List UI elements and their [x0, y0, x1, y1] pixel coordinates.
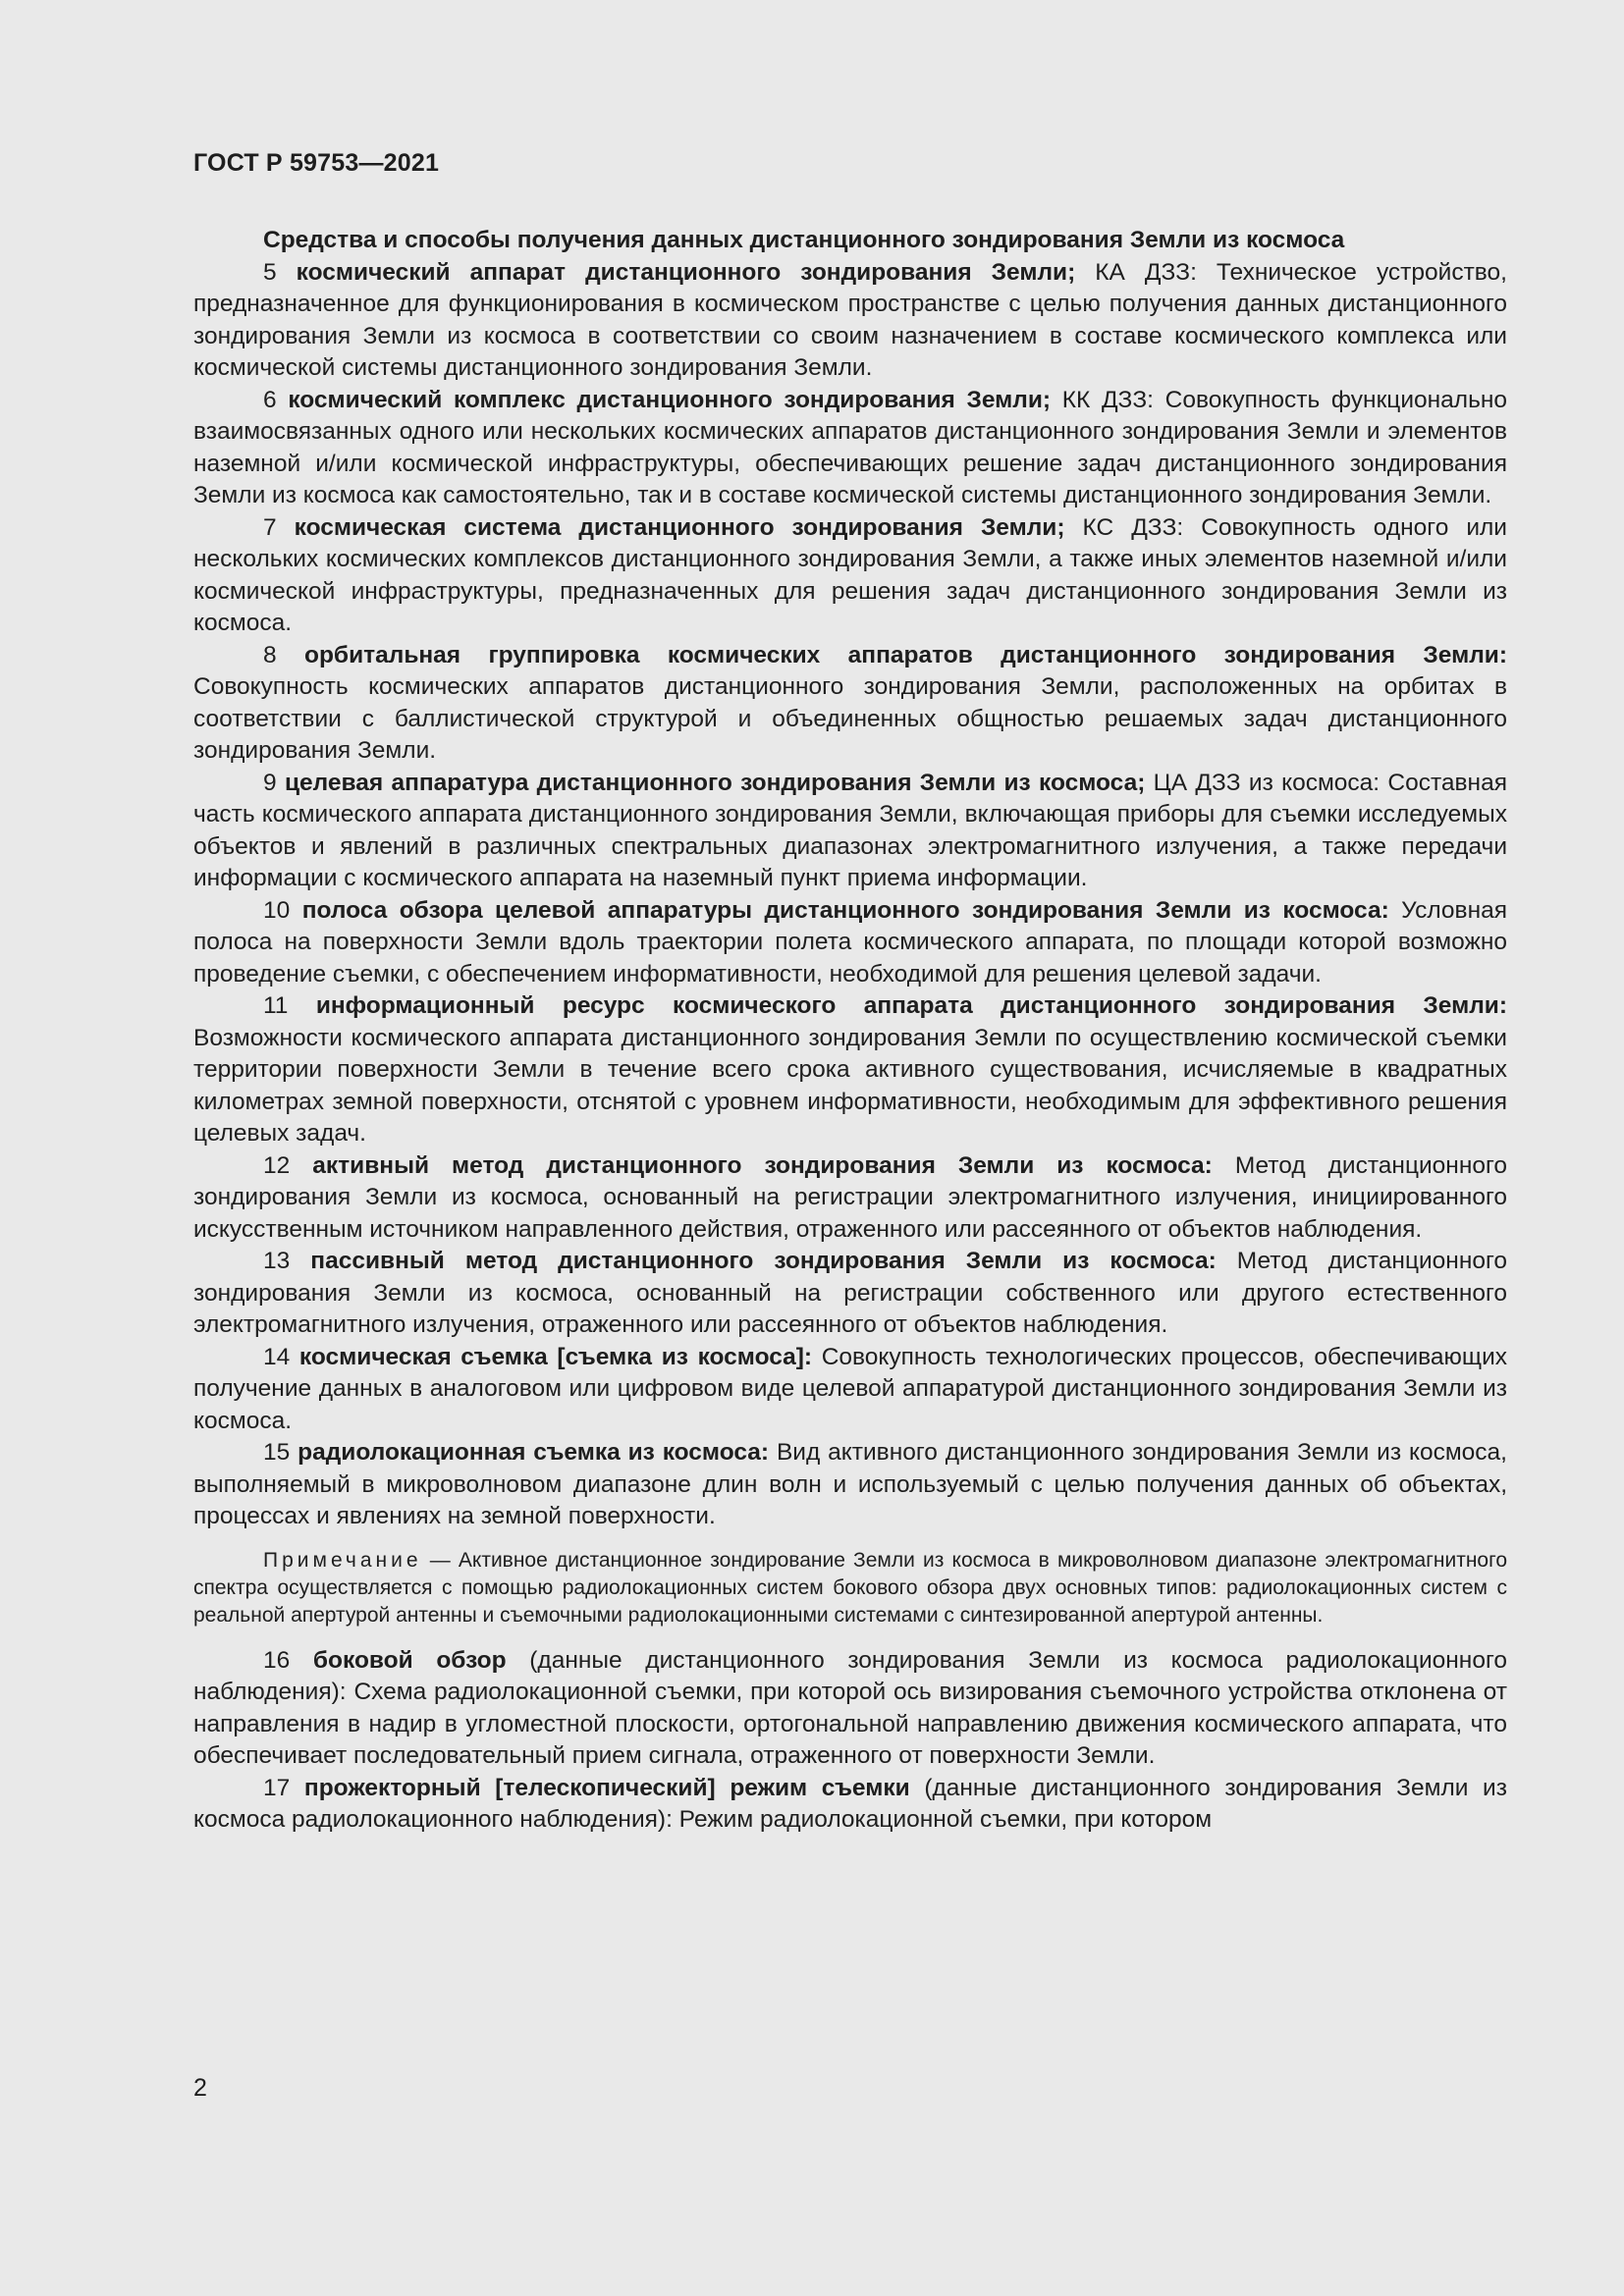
term-definition: Возможности космического аппарата дистанционного зондирования Земли по осуществлению космической съемки территории поверхности Земли в течение всего срока активного существования, исчисляемые в квадратных километрах земной поверхности, отснятой с уровнем информативности, необходимым для эффективного решения целевых задач.: [193, 1024, 1507, 1147]
term-name: полоса обзора целевой аппаратуры дистанционного зондирования Земли из космоса:: [301, 896, 1389, 924]
term-definition: Вид активного дистанционного зондирования Земли из космоса, выполняемый в микроволновом диапазоне длин волн и используемый с целью получения данных об объектах, процессах и явлениях на земной поверхности.: [193, 1439, 1507, 1529]
term-definition: (данные дистанционного зондирования Земли из космоса радиолокационного наблюдения): Режим радиолокационной съемки, при котором: [193, 1774, 1507, 1833]
term-definition: Метод дистанционного зондирования Земли из космоса, основанный на регистрации собственного или другого естественного электромагнитного излучения, отраженного или рассеянного от объектов наблюдения.: [193, 1248, 1507, 1338]
term-entry-6: 6 космический комплекс дистанционного зондирования Земли; КК ДЗЗ: Совокупность функционально взаимосвязанных одного или нескольких космических аппаратов дистанционного зондирования Земли и элементов наземной и/или космической инфраструктуры, обеспечивающих решение задач дистанционного зондирования Земли из космоса как самостоятельно, так и в составе космической системы дистанционного зондирования Земли.: [193, 386, 1508, 508]
term-definition: Условная полоса на поверхности Земли вдоль траектории полета космического аппарата, по площади которой возможно проведение съемки, с обеспечением информативности, необходимой для решения целевой задачи.: [193, 896, 1507, 988]
term-entry-13: 13 пассивный метод дистанционного зондирования Земли из космоса: Метод дистанционного зондирования Земли из космоса, основанный на регистрации собственного или другого естественного электромагнитного излучения, отраженного или рассеянного от объектов наблюдения.: [193, 1248, 1507, 1338]
term-entry-11: 11 информационный ресурс космического аппарата дистанционного зондирования Земли: Возможности космического аппарата дистанционного зондирования Земли по осуществлению космической съемки территории поверхности Земли в течение всего срока активного существования, исчисляемые в квадратных километрах земной поверхности, отснятой с уровнем информативности, необходимым для эффективного решения целевых задач.: [193, 992, 1507, 1147]
term-name: космический аппарат дистанционного зондирования Земли;: [296, 258, 1076, 286]
term-entry-10: 10 полоса обзора целевой аппаратуры дистанционного зондирования Земли из космоса: Условная полоса на поверхности Земли вдоль траектории полета космического аппарата, по площади которой возможно проведение съемки, с обеспечением информативности, необходимой для решения целевой задачи.: [193, 896, 1507, 988]
term-name: космическая съемка [съемка из космоса]:: [298, 1343, 813, 1370]
document-body: [193, 225, 1507, 1837]
term-entry-15: 15 радиолокационная съемка из космоса: Вид активного дистанционного зондирования Земли из космоса, выполняемый в микроволновом диапазоне длин волн и используемый с целью получения данных об объектах, процессах и явлениях на земной поверхности.: [193, 1439, 1507, 1529]
term-entry-9: 9 целевая аппаратура дистанционного зондирования Земли из космоса; ЦА ДЗЗ из космоса: Составная часть космического аппарата дистанционного зондирования Земли, включающая приборы для съемки исследуемых объектов и явлений в различных спектральных диапазонах электромагнитного излучения, а также передачи информации с космического аппарата на наземный пункт приема информации.: [193, 769, 1507, 891]
term-definition: (данные дистанционного зондирования Земли из космоса радиолокационного наблюдения): Схема радиолокационной съемки, при которой ось визирования съемочного устройства отклонена от направления в надир в угломестной плоскости, ортогональной направлению движения космического аппарата, что обеспечивает последовательный прием сигнала, отраженного от поверхности Земли.: [193, 1646, 1507, 1769]
term-entry-5: 5 космический аппарат дистанционного зондирования Земли; КА ДЗЗ: Техническое устройство, предназначенное для функционирования в космическом пространстве с целью получения данных дистанционного зондирования Земли из космоса в соответствии со своим назначением в составе космического комплекса или космической системы дистанционного зондирования Земли.: [193, 258, 1507, 381]
term-name: прожекторный [телескопический] режим съемки: [303, 1774, 910, 1801]
term-entry-7: 7 космическая система дистанционного зондирования Земли; КС ДЗЗ: Совокупность одного или нескольких космических комплексов дистанционного зондирования Земли, а также иных элементов наземной и/или космической инфраструктуры, предназначенных для решения задач дистанционного зондирования Земли из космоса.: [193, 513, 1507, 636]
term-name: целевая аппаратура дистанционного зондирования Земли из космоса;: [284, 769, 1146, 796]
term-entry-14: 14 космическая съемка [съемка из космоса]: Совокупность технологических процессов, обеспечивающих получение данных в аналоговом или цифровом виде целевой аппаратурой дистанционного зондирования Земли из космоса.: [193, 1343, 1508, 1434]
term-entry-16: 16 боковой обзор (данные дистанционного зондирования Земли из космоса радиолокационного наблюдения): Схема радиолокационной съемки, при которой ось визирования съемочного устройства отклонена от направления в надир в угломестной плоскости, ортогональной направлению движения космического аппарата, что обеспечивает последовательный прием сигнала, отраженного от поверхности Земли.: [193, 1646, 1507, 1769]
term-entry-12: 12 активный метод дистанционного зондирования Земли из космоса: Метод дистанционного зондирования Земли из космоса, основанный на регистрации электромагнитного излучения, инициированного искусственным источником направленного действия, отраженного или рассеянного от объектов наблюдения.: [193, 1151, 1508, 1243]
term-name: активный метод дистанционного зондирования Земли из космоса:: [312, 1151, 1213, 1179]
term-definition: Совокупность технологических процессов, обеспечивающих получение данных в аналоговом или цифровом виде целевой аппаратурой дистанционного зондирования Земли из космоса.: [193, 1343, 1508, 1434]
term-name: боковой обзор: [312, 1646, 507, 1674]
term-name: космическая система дистанционного зондирования Земли;: [294, 513, 1065, 541]
term-definition: ЦА ДЗЗ из космоса: Составная часть космического аппарата дистанционного зондирования Земли, включающая приборы для съемки исследуемых объектов и явлений в различных спектральных диапазонах электромагнитного излучения, а также передачи информации с космического аппарата на наземный пункт приема информации.: [193, 769, 1507, 891]
term-name: космический комплекс дистанционного зондирования Земли;: [288, 386, 1052, 413]
term-entry-8: 8 орбитальная группировка космических аппаратов дистанционного зондирования Земли: Совокупность космических аппаратов дистанционного зондирования Земли, расположенных на орбитах в соответствии с баллистической структурой и объединенных общностью решаемых задач дистанционного зондирования Земли.: [193, 641, 1507, 764]
term-name: пассивный метод дистанционного зондирования Земли из космоса:: [310, 1248, 1217, 1274]
term-name: орбитальная группировка космических аппаратов дистанционного зондирования Земли:: [304, 641, 1507, 668]
page-number: 2: [193, 2074, 207, 2102]
term-name: радиолокационная съемка из космоса:: [298, 1439, 770, 1466]
term-definition: КА ДЗЗ: Техническое устройство, предназначенное для функционирования в космическом пространстве с целью получения данных дистанционного зондирования Земли из космоса в соответствии со своим назначением в составе космического комплекса или космической системы дистанционного зондирования Земли.: [193, 258, 1507, 381]
term-entry-17: 17 прожекторный [телескопический] режим съемки (данные дистанционного зондирования Земли из космоса радиолокационного наблюдения): Режим радиолокационной съемки, при котором: [193, 1774, 1507, 1833]
term-definition: КС ДЗЗ: Совокупность одного или нескольких космических комплексов дистанционного зондирования Земли, а также иных элементов наземной и/или космической инфраструктуры, предназначенных для решения задач дистанционного зондирования Земли из космоса.: [193, 513, 1507, 636]
term-name: информационный ресурс космического аппарата дистанционного зондирования Земли:: [315, 992, 1507, 1019]
note: [193, 1547, 1507, 1629]
term-definition: КК ДЗЗ: Совокупность функционально взаимосвязанных одного или нескольких космических аппаратов дистанционного зондирования Земли и элементов наземной и/или космической инфраструктуры, обеспечивающих решение задач дистанционного зондирования Земли из космоса как самостоятельно, так и в составе космической системы дистанционного зондирования Земли.: [193, 386, 1508, 508]
document-code-header: ГОСТ Р 59753—2021: [193, 149, 440, 177]
term-definition: Метод дистанционного зондирования Земли из космоса, основанный на регистрации электромагнитного излучения, инициированного искусственным источником направленного действия, отраженного или рассеянного от объектов наблюдения.: [193, 1151, 1508, 1243]
note-text: — Активное дистанционное зондирование Земли из космоса в микроволновом диапазоне электромагнитного спектра осуществляется с помощью радиолокационных систем бокового обзора двух основных типов: радиолокационных систем с реальной апертурой антенны и съемочными радиолокационными системами с синтезированной апертурой антенны.: [193, 1548, 1507, 1627]
section-title: Средства и способы получения данных дистанционного зондирования Земли из космоса: [263, 227, 1345, 253]
term-definition: Совокупность космических аппаратов дистанционного зондирования Земли, расположенных на орбитах в соответствии с баллистической структурой и объединенных общностью решаемых задач дистанционного зондирования Земли.: [193, 673, 1507, 764]
note-label: Примечание: [263, 1548, 422, 1572]
